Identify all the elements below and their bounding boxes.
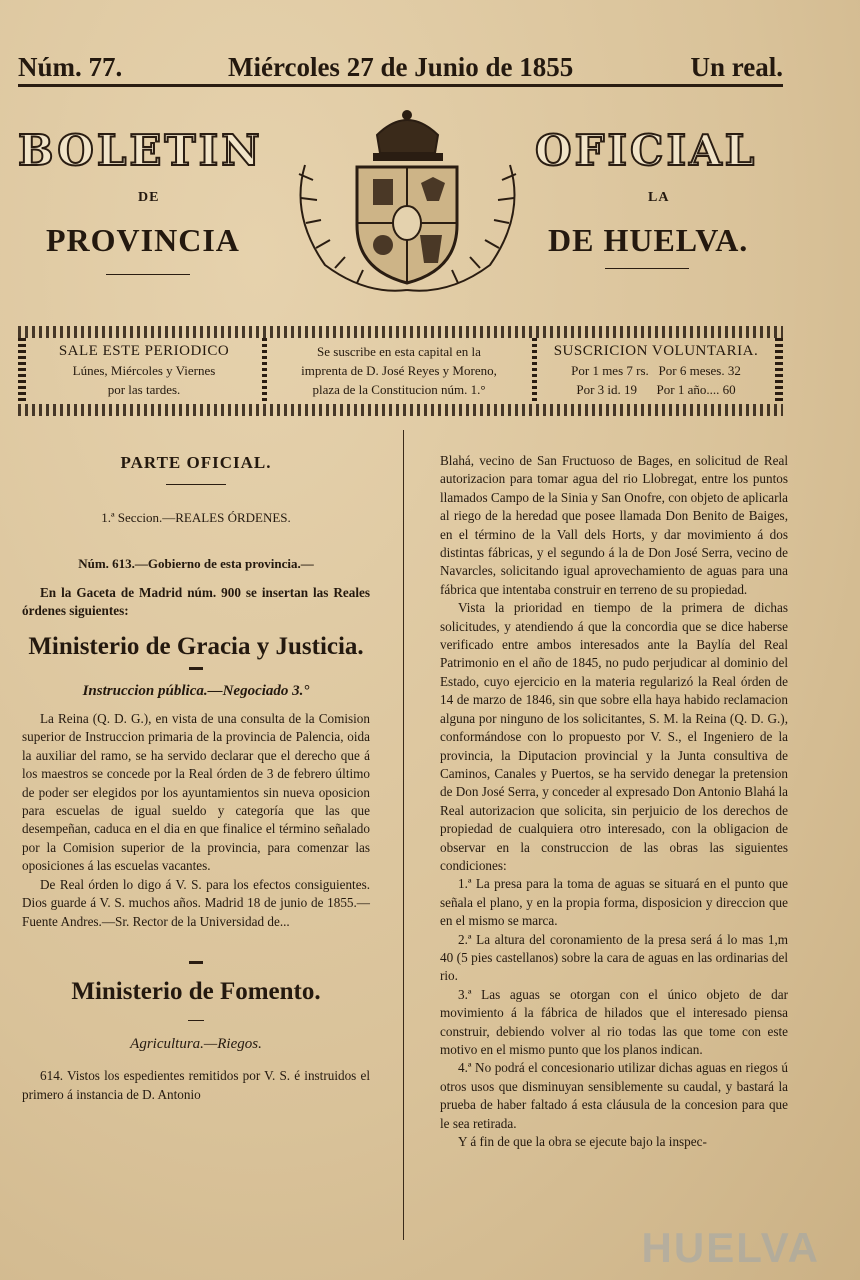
vistos-paragraph: 614. Vistos los espedientes remitidos por V. S. é instruidos el primero á instancia de D. Antonio [22,1068,370,1102]
prices-line-1: Por 1 mes 7 rs. Por 6 meses. 32 [571,363,741,378]
inspeccion-paragraph: Y á fin de que la obra se ejecute bajo la inspec- [458,1134,707,1150]
masthead-rule [18,84,783,87]
right-column [440,452,788,1151]
left-column [22,450,370,1104]
ministerio-fomento-heading: Ministerio de Fomento. [71,977,321,1005]
seccion-heading: 1.ª Seccion.—REALES ÓRDENES. [101,510,291,525]
condicion-1: 1.ª La presa para la toma de aguas se situará en el punto que señala el plano, y en la propia forma, disposicion y direccion que en el mismo se marca. [440,876,788,929]
column-divider [403,430,404,1240]
parte-oficial-rule [166,484,226,485]
prioridad-paragraph: Vista la prioridad en tiempo de la primera de dichas solicitudes, y atendiendo á que la concordia que se dice haberse verificado entre ambos interesados ante la Baylía del Real Patrimonio en el año de 1845, no pudo perjudicar al dominio del Estado, cuyo ejercicio en la materia regularizó la Real órden de 14 de marzo de 1846, sin que sobre ella haya habido reclamacion alguna por ninguno de los solicitantes, S. M. la Reina (Q. D. G.), conformándose con lo propuesto por V. S., el Ingeniero de la provincia, la Diputacion provincial y la Junta consultiva de Caminos, Canales y Puertos, se ha servido denegar la pretension de Don José Serra, y conceder al expresado Don Antonio Blahá la Real autorizacion que solicita, sin perjuicio de los derechos de propiedad de cualquiera otro interesado, con la obligacion de observar en la construccion de las obras las siguientes condiciones: [440,600,788,873]
watermark-logo: HUELVA [641,1224,820,1271]
blaha-paragraph: Blahá, vecino de San Fructuoso de Bages, en solicitud de Real autorizacion para tomar agua del rio Llobregat, entre los puntos llamados Campo de la Sinia y San Onofre, con objeto de aplicarla al riego de la heredad que posee llamada Don Benito de Baiges, en el término de la Vall dels Horts, y dar movimiento á dos distintas fábricas, y el segundo á la de Don José Serra, vecino de Navarcles, solicitando igual aprovechamiento de aguas para una fábrica que intentaba construir en terreno de su propiedad. [440,453,788,597]
agricultura-heading: Agricultura.—Riegos. [130,1035,262,1052]
prices-line-2: Por 3 id. 19 Por 1 año.... 60 [576,382,736,397]
condicion-3: 3.ª Las aguas se otorgan con el único objeto de dar movimiento á la fábrica de hilados que el interesado piensa construir, debiendo volver al rio todas las que tome con este motivo en el mismo punto que los planos indican. [440,986,788,1057]
issue-date: Miércoles 27 de Junio de 1855 [228,52,574,82]
title-ornament-right [605,268,689,269]
coat-of-arms-icon [285,105,530,300]
reina-paragraph: La Reina (Q. D. G.), en vista de una consulta de la Comision superior de Instruccion primaria de la provincia de Palencia, oida la auxiliar del ramo, se ha servido declarar que el derecho que á los maestros se concede por la Real órden de 3 de febrero último de poder ser elegidos por los ayuntamientos sin nueva oposicion para escuelas de igual sueldo y categoría que las que desempeñan, caduca en el dia en que finalice el término señalado por la Comision superior de la provincia, para comenzar las oposiciones á las escuelas vacantes. [22,711,370,874]
prices-heading: SUSCRICION VOLUNTARIA. [553,343,759,359]
instruccion-heading: Instruccion pública.—Negociado 3.° [82,682,310,699]
info-box-divider-1 [262,338,267,404]
masthead [18,52,783,82]
separator-dash [189,667,203,670]
schedule-time: por las tardes. [107,382,181,397]
info-box-subscription-place [270,342,528,399]
info-box-left-border [18,338,26,404]
info-box-bottom-border [18,404,783,416]
title-huelva: DE HUELVA. [548,222,749,258]
title-boletin: BOLETIN [18,126,263,175]
separator-dash [189,961,203,964]
fomento-rule [188,1020,204,1021]
condicion-4: 4.ª No podrá el concesionario utilizar dichas aguas en riegos ú otros usos que disminuyan sensiblemente su caudal, y bastará la prueba de haber faltado á esta cláusula de la concesion para que le sea retirada. [440,1060,788,1131]
info-box-right-border [775,338,783,404]
info-box-top-border [18,326,783,338]
real-orden-paragraph: De Real órden lo digo á V. S. para los efectos consiguientes. Dios guarde á V. S. muchos años. Madrid 18 de junio de 1855.—Fuente Andres.—Sr. Rector de la Universidad de... [22,876,370,929]
subscription-line-3: plaza de la Constitucion núm. 1.° [312,382,486,397]
subscription-line-1: Se suscribe en esta capital en la [317,344,481,359]
gobierno-line: Núm. 613.—Gobierno de esta provincia.— [78,556,314,572]
gaceta-intro: En la Gaceta de Madrid núm. 900 se insertan las Reales órdenes siguientes: [22,584,370,619]
title-de: DE [138,190,160,205]
info-box-schedule [30,342,258,399]
subscription-line-2: imprenta de D. José Reyes y Moreno, [301,363,497,378]
title-ornament-left [106,274,190,275]
schedule-heading: SALE ESTE PERIODICO [58,343,230,359]
title-la: LA [648,190,670,205]
info-box-divider-2 [532,338,537,404]
info-box-prices [541,342,771,399]
issue-price: Un real. [690,52,783,82]
condicion-2: 2.ª La altura del coronamiento de la presa será á lo mas 1,m 40 (5 pies castellanos) sobre la cara de aguas en las ordinarias del rio. [440,931,788,984]
parte-oficial-heading: PARTE OFICIAL. [120,453,272,472]
ministerio-gracia-heading: Ministerio de Gracia y Justicia. [28,632,364,660]
issue-number: Núm. 77. [18,52,123,82]
schedule-days: Lúnes, Miércoles y Viernes [72,363,216,378]
title-provincia: PROVINCIA [46,222,240,258]
title-oficial: OFICIAL [535,126,758,175]
